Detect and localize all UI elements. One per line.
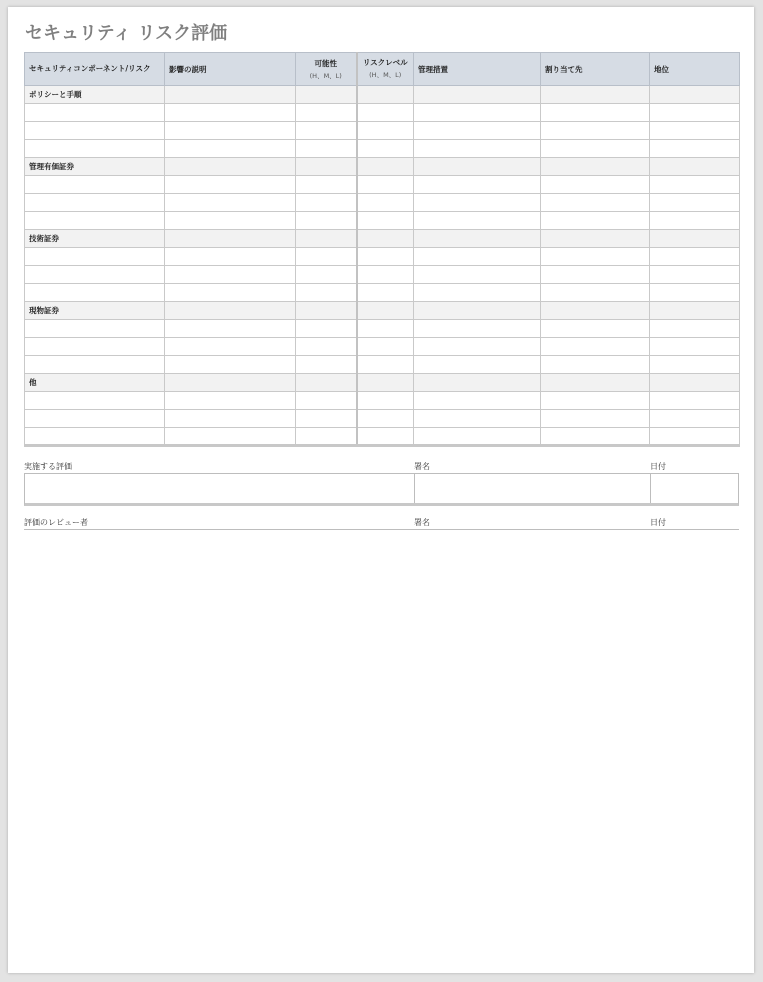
assessment-signoff-box[interactable] [24,473,739,506]
table-cell[interactable] [357,302,414,320]
table-cell[interactable] [650,140,740,158]
table-cell[interactable] [165,374,296,392]
table-cell[interactable] [165,356,296,374]
table-row [25,338,740,356]
table-cell[interactable] [414,194,541,212]
table-cell[interactable] [650,320,740,338]
table-cell[interactable] [541,104,650,122]
table-cell[interactable] [650,230,740,248]
table-cell[interactable] [25,248,165,266]
table-cell[interactable] [296,338,357,356]
table-cell[interactable] [357,140,414,158]
table-cell[interactable] [414,428,541,446]
table-cell[interactable] [296,356,357,374]
table-cell[interactable] [165,140,296,158]
table-cell[interactable] [650,356,740,374]
table-cell[interactable] [541,122,650,140]
table-cell[interactable] [25,176,165,194]
performed-by-label: 実施する評価 [24,462,72,471]
table-cell[interactable] [414,140,541,158]
table-row [25,266,740,284]
table-cell[interactable] [25,356,165,374]
table-cell[interactable] [414,104,541,122]
table-cell[interactable] [414,392,541,410]
date-label: 日付 [650,518,666,527]
table-cell[interactable] [650,158,740,176]
table-cell[interactable] [165,302,296,320]
table-cell[interactable] [650,302,740,320]
table-cell[interactable] [296,194,357,212]
table-cell[interactable] [25,428,165,446]
table-cell[interactable] [414,266,541,284]
risk-table-body [25,86,740,446]
table-row [25,284,740,302]
table-cell[interactable] [165,284,296,302]
table-row [25,410,740,428]
table-cell[interactable] [296,122,357,140]
table-cell[interactable] [296,176,357,194]
table-cell[interactable] [165,86,296,104]
table-cell[interactable] [296,302,357,320]
table-cell[interactable] [414,122,541,140]
table-cell[interactable] [357,374,414,392]
section-label: 現物証券 [25,302,165,320]
table-cell[interactable] [541,302,650,320]
header-assigned: 割り当て先 [541,53,650,86]
table-cell[interactable] [414,230,541,248]
section-row [25,230,740,248]
table-row [25,248,740,266]
table-cell[interactable] [296,266,357,284]
table-row [25,320,740,338]
table-cell[interactable] [25,140,165,158]
risk-table [24,52,740,447]
table-cell[interactable] [650,374,740,392]
table-cell[interactable] [357,176,414,194]
signature-label: 署名 [414,462,430,471]
table-cell[interactable] [25,410,165,428]
table-header-row [25,53,740,86]
table-cell[interactable] [541,86,650,104]
table-cell[interactable] [165,230,296,248]
table-cell[interactable] [296,212,357,230]
table-cell[interactable] [357,122,414,140]
table-cell[interactable] [541,374,650,392]
header-likelihood: 可能性 (H、M、L) [296,53,357,86]
table-cell[interactable] [25,122,165,140]
table-cell[interactable] [541,410,650,428]
table-cell[interactable] [165,410,296,428]
table-cell[interactable] [541,230,650,248]
table-cell[interactable] [296,320,357,338]
table-cell[interactable] [296,284,357,302]
table-cell[interactable] [357,104,414,122]
table-row [25,356,740,374]
table-cell[interactable] [650,194,740,212]
section-row [25,86,740,104]
reviewer-label: 評価のレビュー者 [24,518,88,527]
table-cell[interactable] [165,212,296,230]
table-cell[interactable] [165,392,296,410]
table-cell[interactable] [541,392,650,410]
table-cell[interactable] [541,248,650,266]
header-impact: 影響の説明 [165,53,296,86]
table-cell[interactable] [165,104,296,122]
table-row [25,176,740,194]
table-cell[interactable] [357,266,414,284]
section-row [25,158,740,176]
assessment-signoff-labels [24,461,739,473]
table-cell[interactable] [414,410,541,428]
table-cell[interactable] [650,284,740,302]
table-cell[interactable] [25,338,165,356]
table-cell[interactable] [541,194,650,212]
table-cell[interactable] [650,410,740,428]
table-cell[interactable] [650,392,740,410]
table-cell[interactable] [296,86,357,104]
table-cell[interactable] [357,284,414,302]
table-cell[interactable] [414,302,541,320]
table-row [25,428,740,446]
table-cell[interactable] [296,158,357,176]
table-cell[interactable] [357,212,414,230]
section-row [25,302,740,320]
table-cell[interactable] [414,356,541,374]
table-cell[interactable] [25,266,165,284]
table-cell[interactable] [650,122,740,140]
table-cell[interactable] [165,248,296,266]
table-cell[interactable] [414,212,541,230]
table-cell[interactable] [357,194,414,212]
table-cell[interactable] [165,176,296,194]
table-cell[interactable] [165,320,296,338]
document-page [8,7,754,973]
header-component: セキュリティコンポーネント/リスク [25,53,165,86]
table-row [25,392,740,410]
table-cell[interactable] [357,230,414,248]
table-cell[interactable] [357,158,414,176]
table-cell[interactable] [296,428,357,446]
table-cell[interactable] [650,176,740,194]
table-cell[interactable] [414,86,541,104]
header-controls: 管理措置 [414,53,541,86]
table-cell[interactable] [650,86,740,104]
table-cell[interactable] [650,428,740,446]
table-cell[interactable] [357,248,414,266]
table-cell[interactable] [357,356,414,374]
table-cell[interactable] [357,320,414,338]
table-cell[interactable] [357,428,414,446]
table-cell[interactable] [414,338,541,356]
table-cell[interactable] [650,248,740,266]
table-row [25,140,740,158]
table-cell[interactable] [541,266,650,284]
table-cell[interactable] [296,374,357,392]
table-row [25,122,740,140]
table-row [25,212,740,230]
table-cell[interactable] [541,284,650,302]
table-cell[interactable] [296,248,357,266]
table-cell[interactable] [414,320,541,338]
table-cell[interactable] [25,194,165,212]
review-signoff-labels [24,517,739,529]
table-cell[interactable] [650,266,740,284]
table-cell[interactable] [296,140,357,158]
date-label: 日付 [650,462,666,471]
table-cell[interactable] [296,104,357,122]
review-signoff-line [24,529,739,530]
table-cell[interactable] [414,176,541,194]
table-cell[interactable] [541,140,650,158]
table-cell[interactable] [165,194,296,212]
page-title: セキュリティ リスク評価 [25,23,228,44]
table-cell[interactable] [165,338,296,356]
section-label: 技術証券 [25,230,165,248]
table-cell[interactable] [165,122,296,140]
table-cell[interactable] [25,320,165,338]
table-cell[interactable] [414,158,541,176]
table-cell[interactable] [541,428,650,446]
table-cell[interactable] [357,410,414,428]
table-cell[interactable] [296,230,357,248]
table-cell[interactable] [414,374,541,392]
table-cell[interactable] [541,320,650,338]
table-cell[interactable] [357,338,414,356]
table-cell[interactable] [165,266,296,284]
table-cell[interactable] [296,392,357,410]
table-cell[interactable] [650,212,740,230]
table-cell[interactable] [296,410,357,428]
section-label: 管理有価証券 [25,158,165,176]
table-cell[interactable] [25,392,165,410]
table-cell[interactable] [650,104,740,122]
header-risk-level: リスクレベル (H、M、L) [357,53,414,86]
table-cell[interactable] [165,428,296,446]
table-cell[interactable] [25,284,165,302]
table-cell[interactable] [650,338,740,356]
table-cell[interactable] [414,248,541,266]
section-label: 他 [25,374,165,392]
table-cell[interactable] [541,338,650,356]
table-row [25,104,740,122]
signoff-divider [414,474,415,503]
section-row [25,374,740,392]
signature-label: 署名 [414,518,430,527]
table-row [25,194,740,212]
table-cell[interactable] [165,158,296,176]
table-cell[interactable] [25,104,165,122]
table-cell[interactable] [414,284,541,302]
table-cell[interactable] [541,158,650,176]
table-cell[interactable] [357,392,414,410]
header-status: 地位 [650,53,740,86]
signoff-divider [650,474,651,503]
table-cell[interactable] [541,176,650,194]
section-label: ポリシーと手順 [25,86,165,104]
table-cell[interactable] [357,86,414,104]
table-cell[interactable] [25,212,165,230]
table-cell[interactable] [541,356,650,374]
table-cell[interactable] [541,212,650,230]
